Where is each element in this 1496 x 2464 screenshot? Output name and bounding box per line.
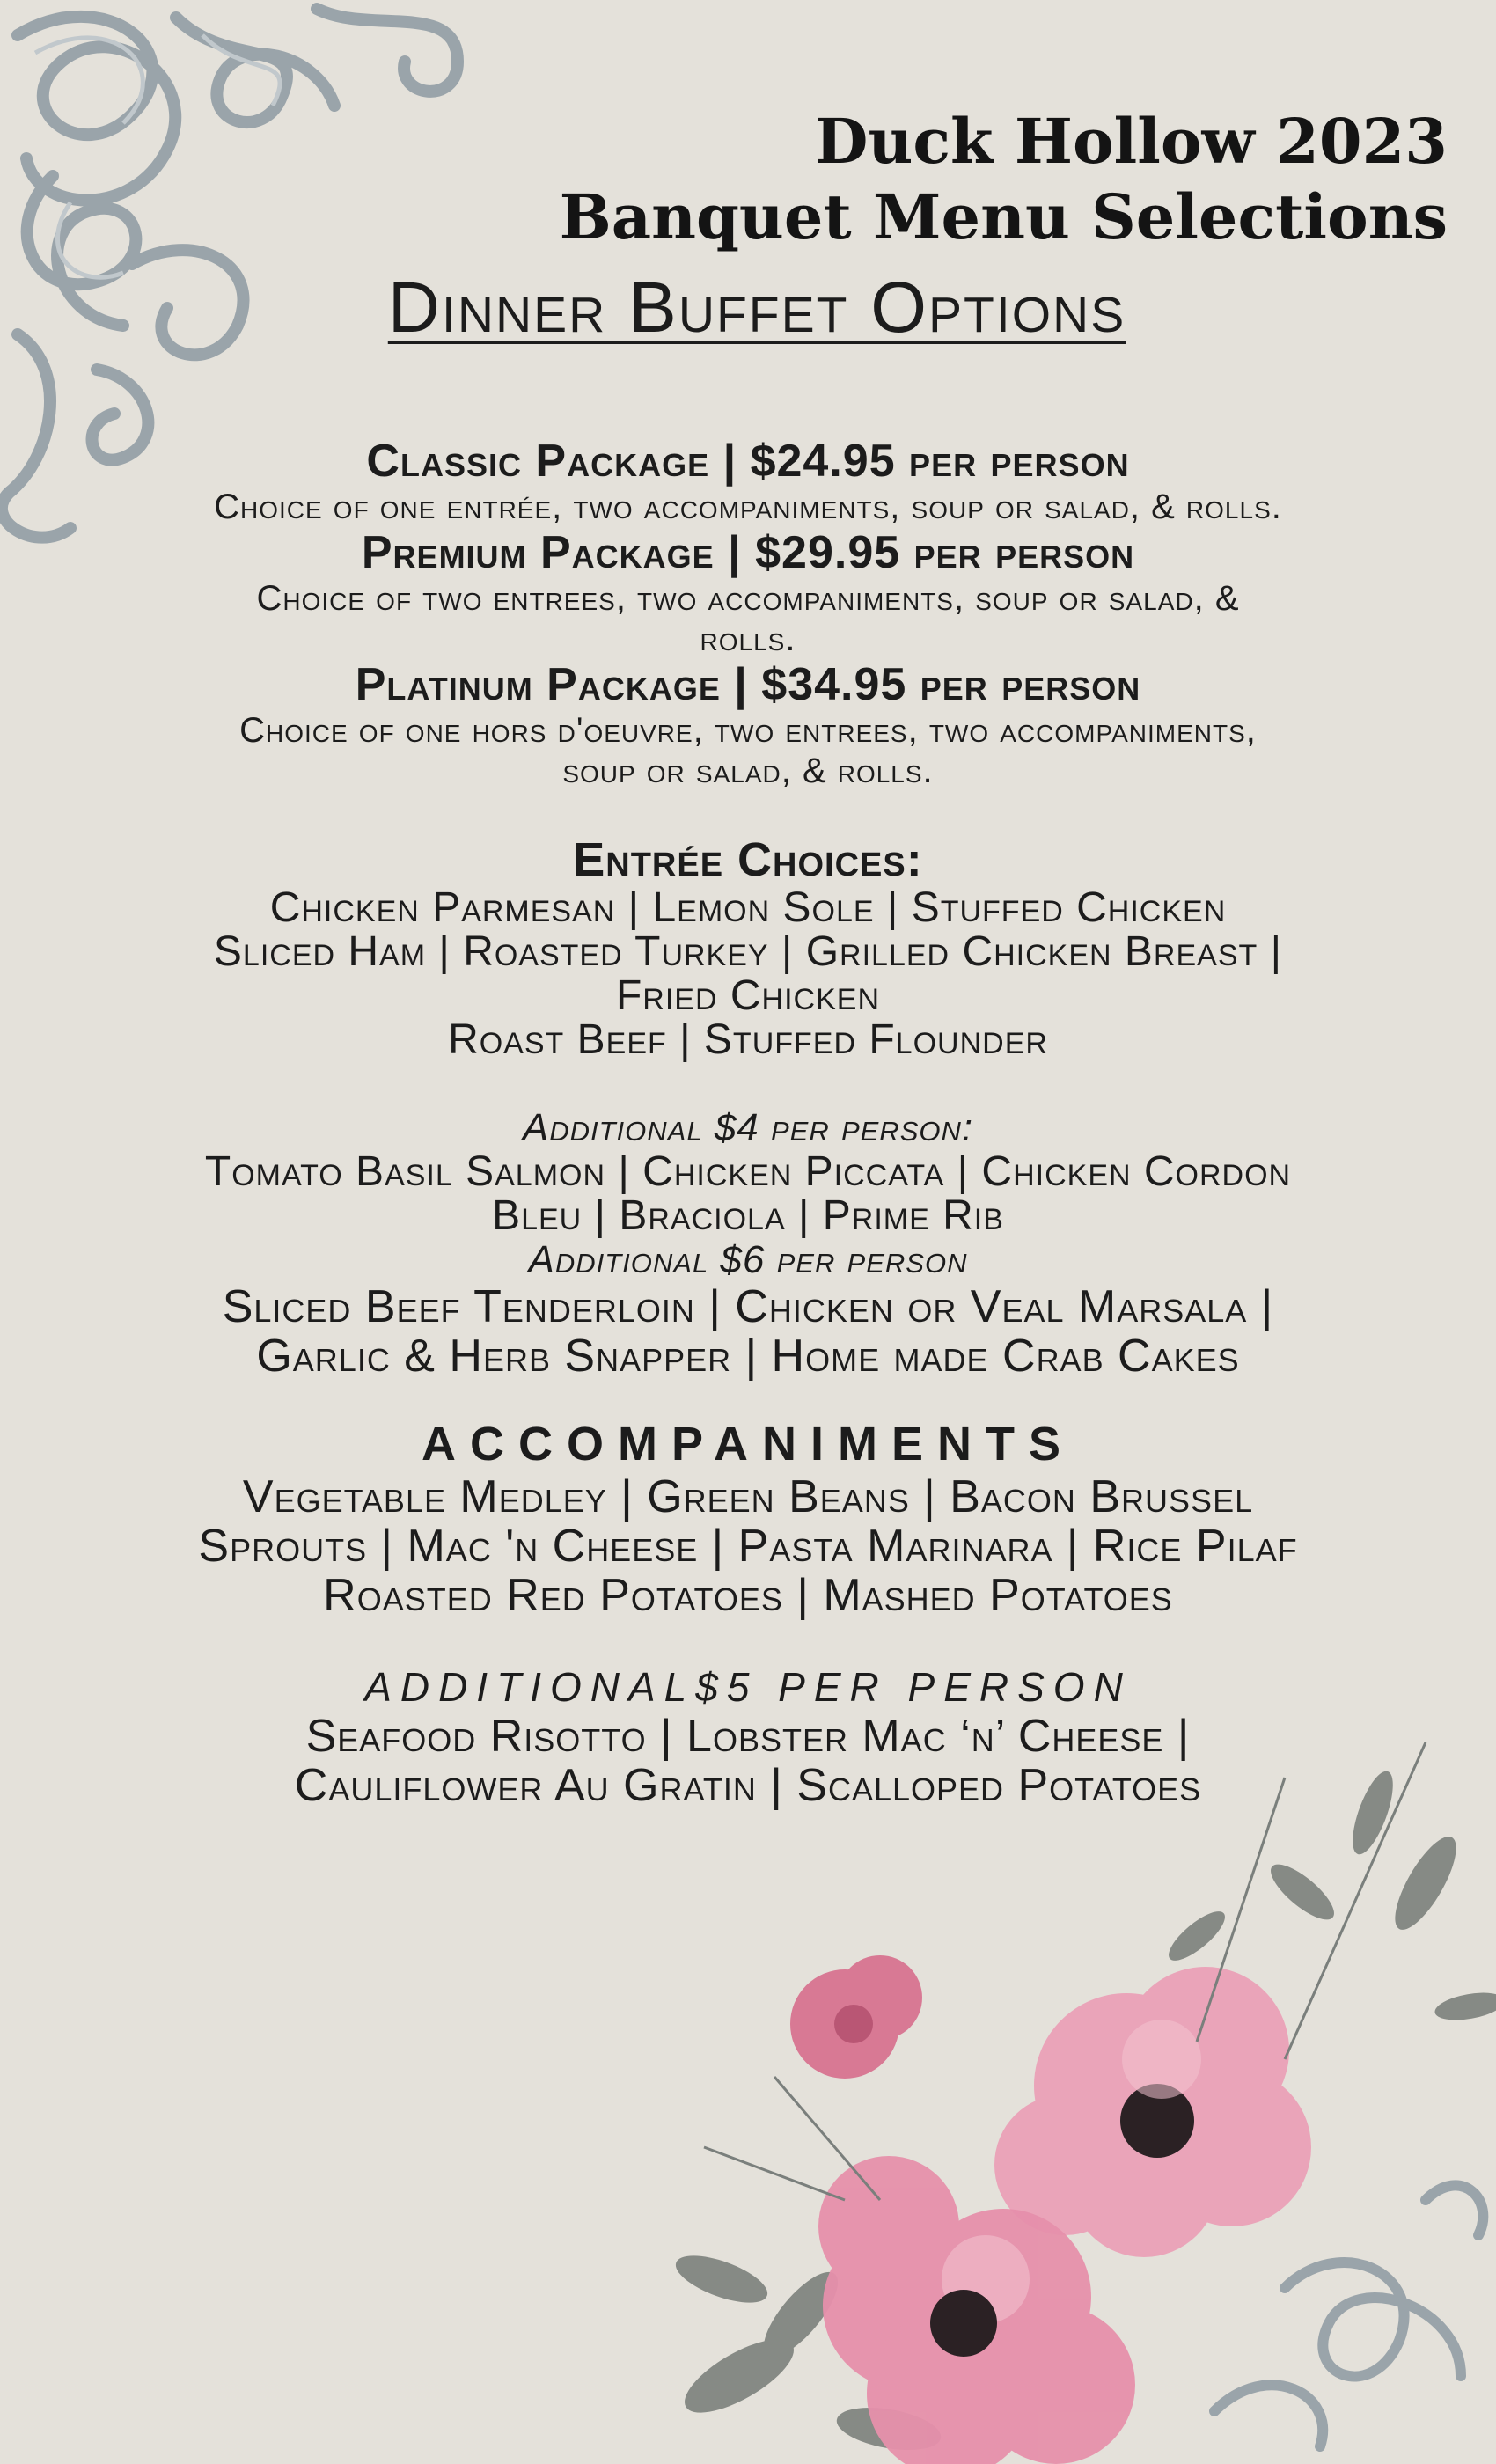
package-desc: Choice of two entrees, two accompaniments, soup or salad, &	[256, 579, 1240, 618]
premium-entree-line: Tomato Basil Salmon | Chicken Piccata | Chicken Cordon	[204, 1148, 1292, 1195]
accompaniment-line: Roasted Red Potatoes | Mashed Potatoes	[323, 1570, 1173, 1621]
venue-name: Duck Hollow 2023	[814, 105, 1448, 178]
package-desc: Choice of one entrée, two accompaniments, soup or salad, & rolls.	[214, 488, 1282, 526]
premium-entree-line: Garlic & Herb Snapper | Home made Crab Cakes	[256, 1331, 1240, 1382]
package-desc: soup or salad, & rolls.	[562, 752, 934, 790]
premium-side-line: Seafood Risotto | Lobster Mac ‘n’ Cheese |	[305, 1711, 1191, 1762]
premium-entree-line: Bleu | Braciola | Prime Rib	[492, 1192, 1004, 1239]
package-title: Classic Package | $24.95 per person	[366, 436, 1130, 487]
entree-line: Roast Beef | Stuffed Flounder	[448, 1016, 1048, 1063]
entree-line: Sliced Ham | Roasted Turkey | Grilled Chicken Breast |	[213, 928, 1283, 975]
accompaniments-heading: ACCOMPANIMENTS	[422, 1418, 1074, 1470]
accompaniments-section	[18, 1416, 1478, 1810]
venue-header	[560, 104, 1448, 255]
entree-line: Fried Chicken	[615, 972, 880, 1019]
entree-line: Chicken Parmesan | Lemon Sole | Stuffed Chicken	[269, 884, 1227, 931]
package-title: Premium Package | $29.95 per person	[361, 527, 1135, 578]
entree-heading: Entrée Choices:	[573, 833, 923, 886]
page-title: Dinner Buffet Options	[387, 268, 1126, 348]
entree-section	[18, 833, 1478, 1381]
accompaniment-line: Sprouts | Mac 'n Cheese | Pasta Marinara | Rice Pilaf	[198, 1521, 1298, 1572]
accompaniment-line: Vegetable Medley | Green Beans | Bacon Brussel	[242, 1471, 1254, 1522]
package-desc: Choice of one hors d'oeuvre, two entrees, two accompaniments,	[239, 711, 1257, 750]
premium-entree-line: Sliced Beef Tenderloin | Chicken or Veal Marsala |	[222, 1281, 1274, 1332]
additional-5-label: ADDITIONAL$5 PER PERSON	[364, 1664, 1132, 1710]
menu-subtitle: Banquet Menu Selections	[559, 180, 1448, 253]
package-premium	[18, 527, 1478, 659]
premium-side-line: Cauliflower Au Gratin | Scalloped Potatoes	[294, 1760, 1202, 1811]
additional-4-label: Additional $4 per person:	[522, 1106, 974, 1149]
floral-bouquet-icon	[669, 1707, 1496, 2464]
package-title: Platinum Package | $34.95 per person	[355, 659, 1141, 710]
package-desc: rolls.	[700, 620, 796, 658]
package-classic	[18, 436, 1478, 527]
additional-6-label: Additional $6 per person	[528, 1238, 968, 1281]
menu-content	[18, 264, 1478, 1810]
package-platinum	[18, 659, 1478, 791]
